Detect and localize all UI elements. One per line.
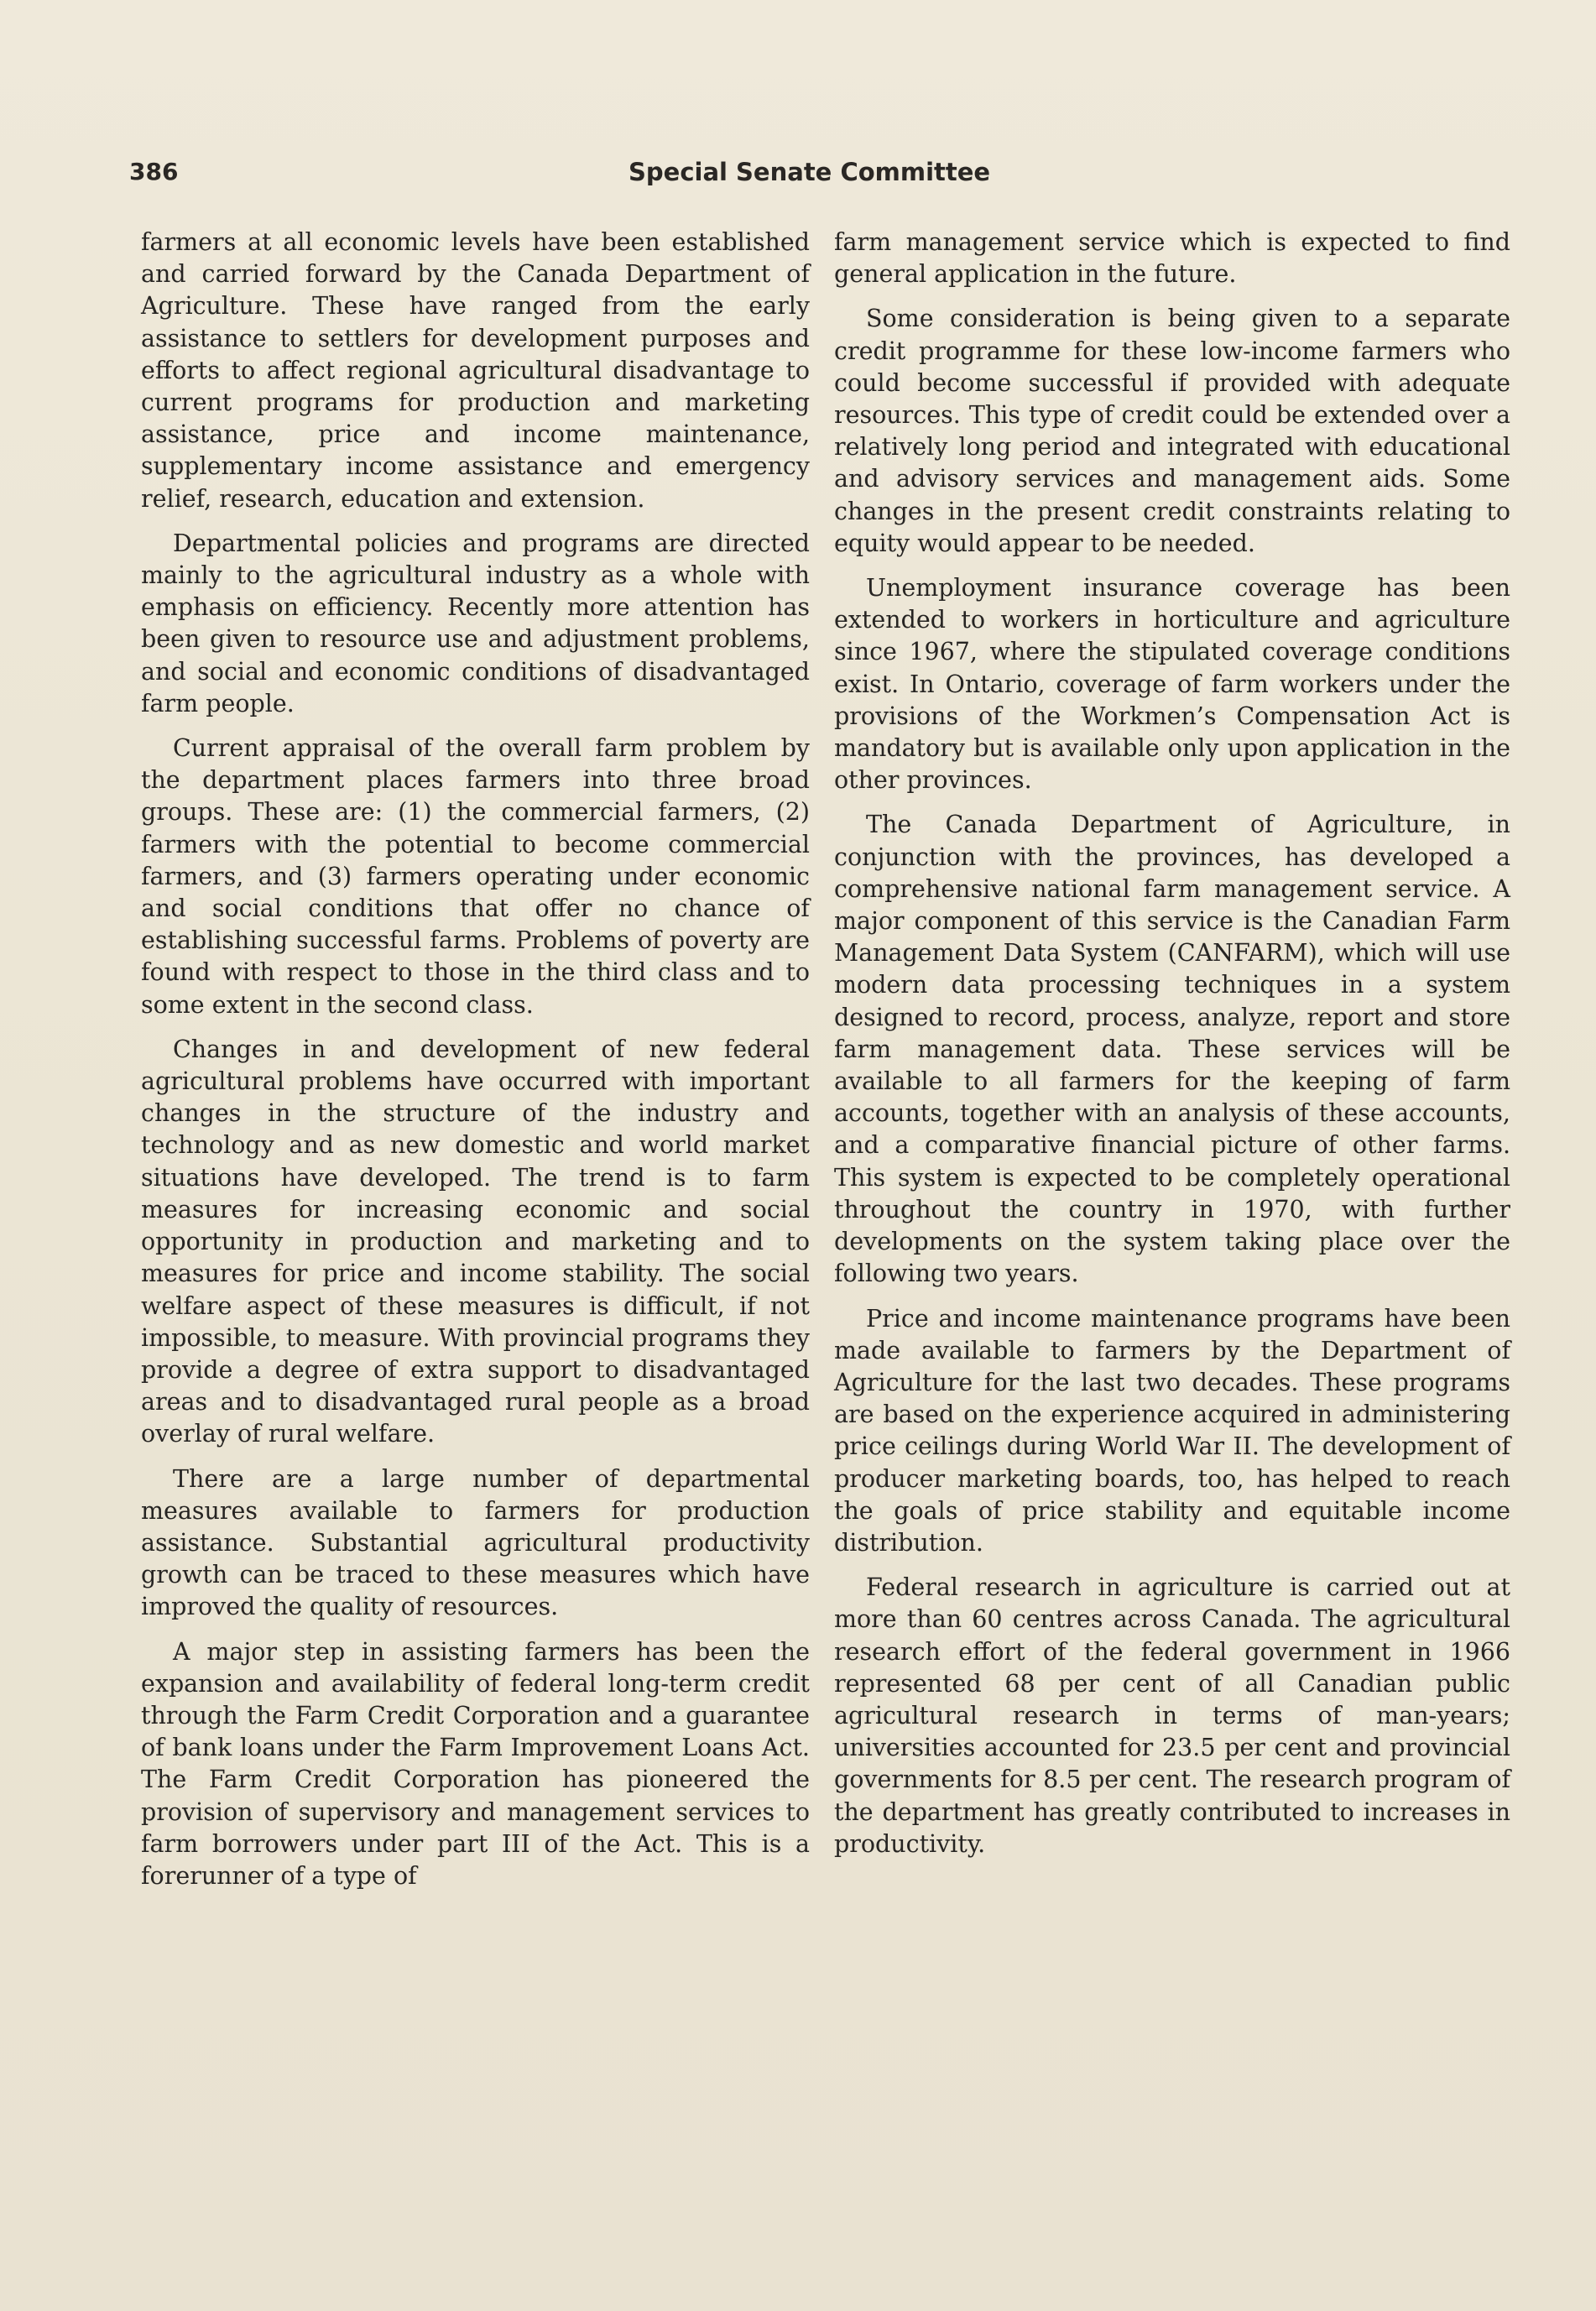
paragraph: Unemployment insurance coverage has been extended to workers in horticulture and agriculture since 1967, where the stipulated coverage conditions exist. In Ontario, coverage of farm workers under the provisions of the Workmen’s Compensation Act is mandatory but is available only upon application in the other provinces. xyxy=(834,574,1510,795)
paragraph: Departmental policies and programs are directed mainly to the agricultural industry as a whole with emphasis on efficiency. Recently more attention has been given to resource use and adjustment problems, and social and economic conditions of disadvantaged farm people. xyxy=(141,529,810,717)
paragraph: There are a large number of departmental measures available to farmers for production assistance. Substantial agricultural productivity growth can be traced to these measures which have improved the quality of resources. xyxy=(141,1464,810,1621)
paragraph: A major step in assisting farmers has been the expansion and availability of federal long-term credit through the Farm Credit Corporation and a guarantee of bank loans under the Farm Improvement Loans Act. The Farm Credit Corporation has pioneered the provision of supervisory and management services to farm borrowers under part III of the Act. This is a forerunner of a type of xyxy=(141,1637,810,1890)
paragraph: farmers at all economic levels have been established and carried forward by the Canada Department of Agriculture. These have ranged from the early assistance to settlers for development purposes and efforts to affect regional agricultural disadvantage to current programs for production and marketing assistance, price and income maintenance, supplementary income assistance and emergency relief, research, education and extension. xyxy=(141,228,810,513)
page-header xyxy=(129,158,1514,200)
paragraph: Federal research in agriculture is carried out at more than 60 centres across Canada. The agricultural research effort of the federal government in 1966 represented 68 per cent of all Canadian public agricultural research in terms of man-years; universities accounted for 23.5 per cent and provincial governments for 8.5 per cent. The research program of the department has greatly contributed to increases in productivity. xyxy=(834,1573,1510,1858)
page-number: 386 xyxy=(129,158,179,185)
running-title: Special Senate Committee xyxy=(628,158,991,186)
paragraph: Changes in and development of new federal agricultural problems have occurred with important changes in the structure of the industry and technology and as new domestic and world market situations have developed. The trend is to farm measures for increasing economic and social opportunity in production and marketing and to measures for price and income stability. The social welfare aspect of these measures is difficult, if not impossible, to measure. With provincial programs they provide a degree of extra support to disadvantaged areas and to disadvantaged rural people as a broad overlay of rural welfare. xyxy=(141,1035,810,1448)
left-column xyxy=(141,227,810,1905)
right-column xyxy=(834,227,1510,1873)
paragraph: Price and income maintenance programs have been made available to farmers by the Department of Agriculture for the last two decades. These programs are based on the experience acquired in administering price ceilings during World War II. The development of producer marketing boards, too, has helped to reach the goals of price stability and equitable income distribution. xyxy=(834,1304,1510,1557)
paragraph: farm management service which is expected to find general application in the future. xyxy=(834,228,1510,289)
paragraph: Current appraisal of the overall farm problem by the department places farmers into three broad groups. These are: (1) the commercial farmers, (2) farmers with the potential to become commercial farmers, and (3) farmers operating under economic and social conditions that offer no chance of establishing successful farms. Problems of poverty are found with respect to those in the third class and to some extent in the second class. xyxy=(141,734,810,1019)
paragraph: Some consideration is being given to a separate credit programme for these low-income farmers who could become successful if provided with adequate resources. This type of credit could be extended over a relatively long period and integrated with educational and advisory services and management aids. Some changes in the present credit constraints relating to equity would appear to be needed. xyxy=(834,305,1510,557)
paragraph: The Canada Department of Agriculture, in conjunction with the provinces, has developed a comprehensive national farm management service. A major component of this service is the Canadian Farm Management Data System (CANFARM), which will use modern data processing techniques in a system designed to record, process, analyze, report and store farm management data. These services will be available to all farmers for the keeping of farm accounts, together with an analysis of these accounts, and a comparative financial picture of other farms. This system is expected to be completely operational throughout the country in 1970, with further developments on the system taking place over the following two years. xyxy=(834,811,1510,1288)
